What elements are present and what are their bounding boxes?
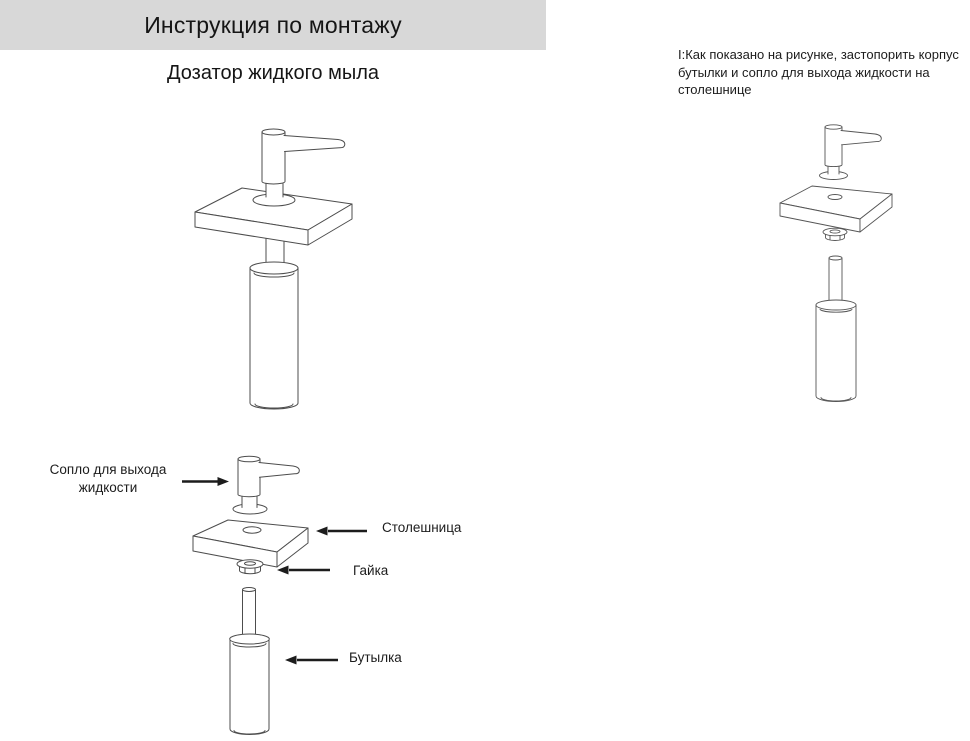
nut-arrow [277, 566, 330, 575]
step1-exploded-diagram [770, 118, 900, 412]
header-bar [0, 0, 546, 50]
spout [841, 131, 881, 145]
bottle [230, 634, 270, 735]
subtitle: Дозатор жидкого мыла [166, 62, 380, 84]
pump-head [262, 129, 345, 184]
spout [259, 463, 299, 478]
bottle [250, 262, 298, 409]
pump-head [233, 456, 299, 514]
nut-label: Гайка [353, 563, 389, 578]
suction-tube [829, 256, 842, 305]
page-title: Инструкция по монтажу [144, 11, 402, 38]
countertop-slab [780, 186, 892, 232]
spout [284, 136, 345, 152]
nozzle-arrow [182, 477, 229, 486]
mounting-nut [823, 228, 847, 240]
assembled-dispenser-diagram [180, 115, 380, 425]
bottle [816, 300, 856, 402]
nozzle-label: Сопло для выхода жидкости [49, 462, 167, 495]
suction-tube [243, 588, 256, 638]
bottle-label: Бутылка [349, 650, 402, 665]
bottle-arrow [285, 656, 338, 665]
countertop-label: Столешница [382, 520, 462, 535]
instruction-note: I:Как показано на рисунке, застопорить корпус бутылки и сопло для выхода жидкости на столешнице [678, 47, 959, 97]
mounting-nut [237, 560, 263, 574]
pump-head [820, 125, 882, 180]
countertop-arrow [316, 527, 367, 536]
